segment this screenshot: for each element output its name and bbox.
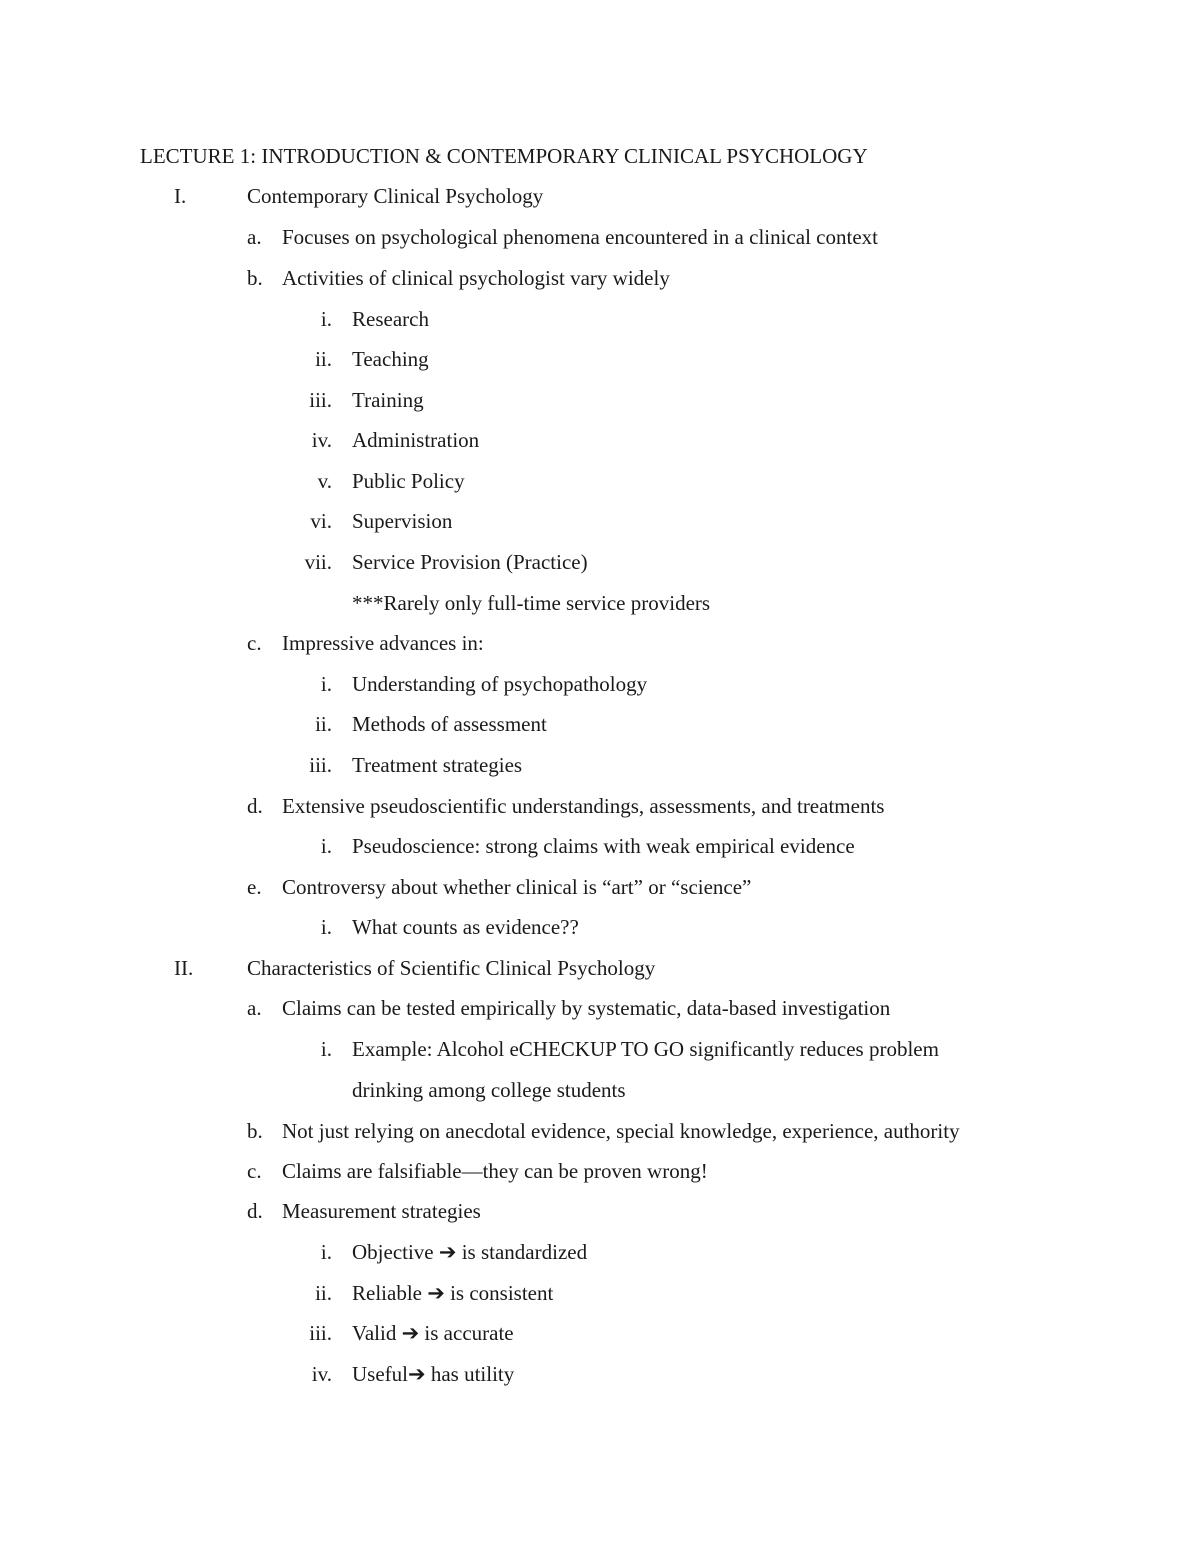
subitem-marker: i. [320,1240,332,1264]
list-subitem: Administration [352,428,480,452]
list-item: Not just relying on anecdotal evidence, special knowledge, experience, authority [282,1119,960,1143]
list-subitem: Training [352,388,424,412]
list-subitem: What counts as evidence?? [352,915,579,939]
item-marker: d. [247,794,263,818]
list-subitem: Pseudoscience: strong claims with weak empirical evidence [352,834,855,858]
subitem-marker: ii. [315,347,332,371]
list-subitem: Supervision [352,509,453,533]
subitem-marker: i. [320,1037,332,1061]
item-marker: a. [247,225,262,249]
subitem-marker: i. [320,834,332,858]
item-marker: a. [247,996,262,1020]
subitem-marker: v. [317,469,332,493]
subitem-marker: i. [320,915,332,939]
page-title: LECTURE 1: INTRODUCTION & CONTEMPORARY CLINICAL PSYCHOLOGY [140,144,868,168]
list-subitem: Objective ➔ is standardized [352,1240,588,1264]
note: ***Rarely only full-time service providers [352,591,711,615]
subitem-marker: i. [320,672,332,696]
list-item: Focuses on psychological phenomena encountered in a clinical context [282,225,878,249]
item-marker: b. [247,266,263,290]
subitem-marker: iii. [309,388,332,412]
section-marker: II. [174,956,194,980]
list-subitem: Treatment strategies [352,753,523,777]
item-marker: c. [247,1159,262,1183]
subitem-marker: iv. [311,428,332,452]
item-marker: b. [247,1119,263,1143]
section-heading: Characteristics of Scientific Clinical Psychology [247,956,656,980]
list-subitem: Teaching [352,347,429,371]
list-subitem: Valid ➔ is accurate [352,1321,514,1345]
subitem-marker: vi. [310,509,332,533]
list-subitem: Research [352,307,429,331]
subitem-marker: vii. [304,550,332,574]
subitem-marker: ii. [315,1281,332,1305]
list-subitem: Useful➔ has utility [352,1362,515,1386]
subitem-marker: ii. [315,712,332,736]
subitem-marker: iii. [309,1321,332,1345]
subitem-marker: iv. [311,1362,332,1386]
list-subitem: Service Provision (Practice) [352,550,588,574]
list-subitem: Understanding of psychopathology [352,672,648,696]
item-marker: e. [247,875,262,899]
item-marker: d. [247,1199,263,1223]
list-item: Measurement strategies [282,1199,481,1223]
list-subitem-continuation: drinking among college students [352,1078,626,1102]
subitem-marker: iii. [309,753,332,777]
list-subitem: Reliable ➔ is consistent [352,1281,554,1305]
list-subitem: Methods of assessment [352,712,547,736]
list-item: Impressive advances in: [282,631,484,655]
list-subitem: Public Policy [352,469,465,493]
list-item: Controversy about whether clinical is “art” or “science” [282,875,752,899]
section-heading: Contemporary Clinical Psychology [247,184,544,208]
list-item: Activities of clinical psychologist vary widely [282,266,670,290]
item-marker: c. [247,631,262,655]
list-item: Claims are falsifiable—they can be proven wrong! [282,1159,708,1183]
section-marker: I. [174,184,187,208]
subitem-marker: i. [320,307,332,331]
list-item: Claims can be tested empirically by systematic, data-based investigation [282,996,891,1020]
list-subitem: Example: Alcohol eCHECKUP TO GO significantly reduces problem [352,1037,939,1061]
list-item: Extensive pseudoscientific understandings, assessments, and treatments [282,794,885,818]
